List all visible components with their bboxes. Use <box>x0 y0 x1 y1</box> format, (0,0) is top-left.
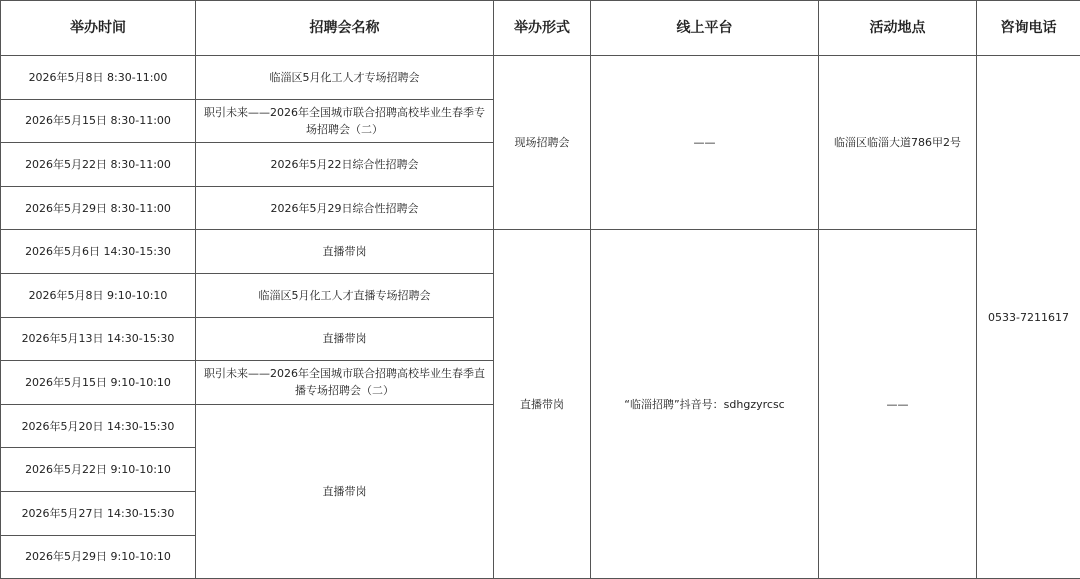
time-cell: 2026年5月22日 9:10-10:10 <box>1 448 196 492</box>
header-platform: 线上平台 <box>591 1 819 56</box>
table-row <box>1 56 1080 100</box>
header-name: 招聘会名称 <box>196 1 494 56</box>
name-cell: 直播带岗 <box>196 317 494 361</box>
format-cell-live: 直播带岗 <box>494 230 591 579</box>
header-format: 举办形式 <box>494 1 591 56</box>
name-cell: 直播带岗 <box>196 230 494 274</box>
table-row <box>1 230 1080 274</box>
header-time: 举办时间 <box>1 1 196 56</box>
format-cell-onsite: 现场招聘会 <box>494 56 591 230</box>
time-cell: 2026年5月29日 8:30-11:00 <box>1 186 196 230</box>
time-cell: 2026年5月8日 8:30-11:00 <box>1 56 196 100</box>
name-cell: 直播带岗 <box>196 404 494 578</box>
time-cell: 2026年5月27日 14:30-15:30 <box>1 491 196 535</box>
time-cell: 2026年5月22日 8:30-11:00 <box>1 143 196 187</box>
platform-cell-onsite: —— <box>591 56 819 230</box>
name-cell: 临淄区5月化工人才直播专场招聘会 <box>196 273 494 317</box>
platform-cell-live: “临淄招聘”抖音号：sdhgzyrcsc <box>591 230 819 579</box>
time-cell: 2026年5月15日 9:10-10:10 <box>1 361 196 405</box>
time-cell: 2026年5月6日 14:30-15:30 <box>1 230 196 274</box>
name-cell: 2026年5月29日综合性招聘会 <box>196 186 494 230</box>
name-cell: 职引未来——2026年全国城市联合招聘高校毕业生春季专场招聘会（二） <box>196 99 494 143</box>
time-cell: 2026年5月13日 14:30-15:30 <box>1 317 196 361</box>
name-cell: 临淄区5月化工人才专场招聘会 <box>196 56 494 100</box>
location-cell-onsite: 临淄区临淄大道786甲2号 <box>819 56 977 230</box>
time-cell: 2026年5月20日 14:30-15:30 <box>1 404 196 448</box>
location-cell-live: —— <box>819 230 977 579</box>
phone-cell: 0533-7211617 <box>977 56 1080 579</box>
name-cell: 职引未来——2026年全国城市联合招聘高校毕业生春季直播专场招聘会（二） <box>196 361 494 405</box>
time-cell: 2026年5月15日 8:30-11:00 <box>1 99 196 143</box>
time-cell: 2026年5月8日 9:10-10:10 <box>1 273 196 317</box>
time-cell: 2026年5月29日 9:10-10:10 <box>1 535 196 579</box>
name-cell: 2026年5月22日综合性招聘会 <box>196 143 494 187</box>
header-location: 活动地点 <box>819 1 977 56</box>
header-row <box>1 1 1080 56</box>
header-phone: 咨询电话 <box>977 1 1080 56</box>
